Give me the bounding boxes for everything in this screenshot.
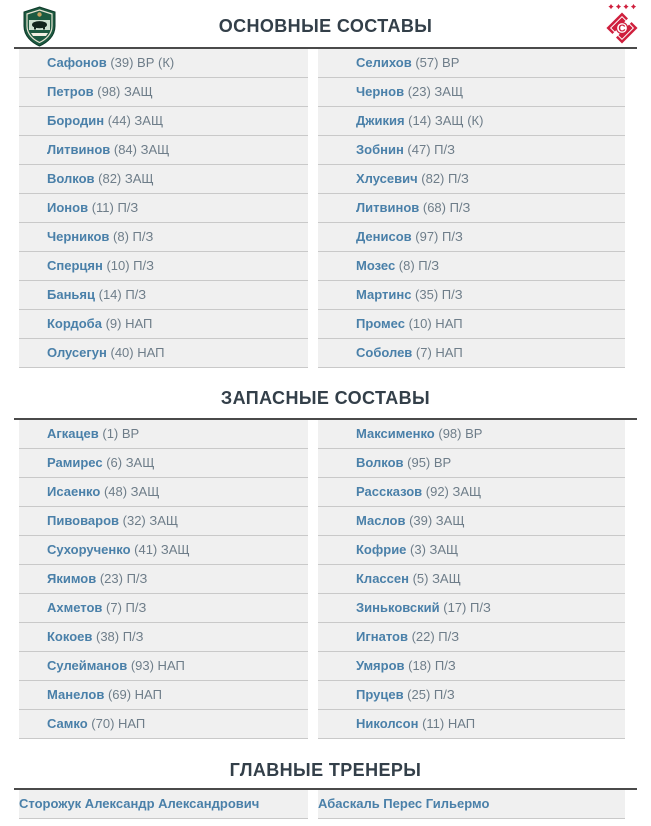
player-number-position: (93) НАП [127,658,185,673]
main-away-lineup-list [318,49,625,368]
player-name-link[interactable]: Зиньковский [356,600,440,615]
player-number-position: (57) ВР [411,55,460,70]
player-number-position: (98) ЗАЩ [93,84,153,99]
away-coach-name[interactable]: Абаскаль Перес Гильермо [318,796,490,811]
main-lineups-table [14,47,637,368]
subs-lineups-table [14,418,637,739]
widget-header [0,0,651,47]
player-number-position: (11) П/З [88,200,139,215]
player-row [19,420,308,449]
coaches-table [14,788,637,819]
player-name-link[interactable]: Сулейманов [47,658,128,673]
player-row [19,136,308,165]
player-name-link[interactable]: Селихов [356,55,412,70]
player-row [19,478,308,507]
player-name-link[interactable]: Мартинс [356,287,412,302]
player-name-link[interactable]: Олусегун [47,345,107,360]
subs-away-lineup-list [318,420,625,739]
player-number-position: (7) П/З [102,600,147,615]
away-coach-row [318,790,625,819]
player-row [19,165,308,194]
player-number-position: (39) ЗАЩ [405,513,465,528]
player-name-link[interactable]: Кокоев [47,629,93,644]
player-number-position: (7) НАП [412,345,463,360]
player-name-link[interactable]: Сперцян [47,258,103,273]
player-number-position: (25) П/З [403,687,455,702]
player-number-position: (70) НАП [87,716,146,731]
player-row [318,681,625,710]
player-number-position: (68) П/З [419,200,471,215]
player-row [19,78,308,107]
player-number-position: (84) ЗАЩ [110,142,170,157]
player-row [318,420,625,449]
player-row [19,710,308,739]
player-number-position: (1) ВР [98,426,140,441]
player-row [19,507,308,536]
player-number-position: (47) П/З [403,142,455,157]
player-name-link[interactable]: Агкацев [47,426,99,441]
away-team-crest-icon [603,3,641,51]
player-number-position: (10) НАП [404,316,463,331]
player-row [19,194,308,223]
player-row [318,252,625,281]
player-number-position: (44) ЗАЩ [104,113,164,128]
player-row [318,536,625,565]
player-row [318,310,625,339]
player-name-link[interactable]: Литвинов [47,142,111,157]
player-number-position: (48) ЗАЩ [100,484,160,499]
player-number-position: (40) НАП [106,345,165,360]
player-number-position: (18) П/З [404,658,456,673]
player-name-link[interactable]: Сафонов [47,55,107,70]
player-number-position: (3) ЗАЩ [406,542,459,557]
player-row [19,49,308,78]
player-row [318,478,625,507]
player-row [19,281,308,310]
player-name-link[interactable]: Промес [356,316,405,331]
player-row [318,449,625,478]
player-name-link[interactable]: Волков [356,455,404,470]
player-number-position: (8) П/З [395,258,440,273]
player-name-link[interactable]: Николсон [356,716,419,731]
player-name-link[interactable]: Чернов [356,84,405,99]
player-number-position: (23) П/З [96,571,148,586]
player-name-link[interactable]: Кордоба [47,316,102,331]
player-row [318,652,625,681]
player-name-link[interactable]: Мозес [356,258,396,273]
player-row [318,594,625,623]
subs-lineups-title: ЗАПАСНЫЕ СОСТАВЫ [220,388,431,408]
player-row [19,594,308,623]
player-name-link[interactable]: Черников [47,229,110,244]
player-row [318,165,625,194]
player-name-link[interactable]: Джикия [356,113,405,128]
player-name-link[interactable]: Классен [356,571,409,586]
player-row [318,49,625,78]
player-name-link[interactable]: Маслов [356,513,406,528]
player-row [19,652,308,681]
player-number-position: (11) НАП [418,716,476,731]
player-row [318,194,625,223]
player-number-position: (9) НАП [101,316,153,331]
player-name-link[interactable]: Рамирес [47,455,103,470]
home-team-crest-icon [19,6,60,52]
player-row [19,623,308,652]
player-name-link[interactable]: Зобнин [356,142,404,157]
player-row [318,136,625,165]
player-name-link[interactable]: Умяров [356,658,405,673]
player-row [19,565,308,594]
player-name-link[interactable]: Литвинов [356,200,420,215]
player-number-position: (82) П/З [417,171,469,186]
player-name-link[interactable]: Сухорученко [47,542,131,557]
player-name-link[interactable]: Исаенко [47,484,101,499]
player-name-link[interactable]: Денисов [356,229,412,244]
player-name-link[interactable]: Манелов [47,687,105,702]
player-name-link[interactable]: Ионов [47,200,89,215]
player-number-position: (5) ЗАЩ [408,571,461,586]
player-row [318,223,625,252]
player-row [318,507,625,536]
player-number-position: (23) ЗАЩ [404,84,464,99]
player-number-position: (32) ЗАЩ [119,513,179,528]
player-name-link[interactable]: Баньяц [47,287,95,302]
player-number-position: (69) НАП [104,687,162,702]
player-row [19,449,308,478]
player-row [19,681,308,710]
player-name-link[interactable]: Пивоваров [47,513,120,528]
player-number-position: (98) ВР [434,426,483,441]
player-row [318,710,625,739]
player-row [318,281,625,310]
player-row [318,107,625,136]
player-row [19,107,308,136]
player-number-position: (39) ВР (К) [106,55,175,70]
player-name-link[interactable]: Пруцев [356,687,404,702]
coaches-title: ГЛАВНЫЕ ТРЕНЕРЫ [229,760,422,780]
player-number-position: (22) П/З [407,629,460,644]
player-row [19,223,308,252]
main-home-lineup-list [19,49,308,368]
player-name-link[interactable]: Петров [47,84,94,99]
player-name-link[interactable]: Самко [47,716,88,731]
player-name-link[interactable]: Максименко [356,426,435,441]
player-row [19,252,308,281]
player-number-position: (14) П/З [95,287,147,302]
player-number-position: (35) П/З [411,287,463,302]
player-row [318,339,625,368]
subs-home-lineup-list [19,420,308,739]
player-name-link[interactable]: Кофрие [356,542,407,557]
svg-text:С: С [618,23,626,35]
player-name-link[interactable]: Рассказов [356,484,423,499]
player-name-link[interactable]: Ахметов [47,600,103,615]
player-number-position: (17) П/З [439,600,491,615]
player-number-position: (41) ЗАЩ [130,542,190,557]
player-number-position: (14) ЗАЩ (К) [404,113,484,128]
player-row [318,623,625,652]
player-number-position: (92) ЗАЩ [422,484,482,499]
player-number-position: (97) П/З [411,229,463,244]
player-row [19,310,308,339]
player-row [19,536,308,565]
player-name-link[interactable]: Волков [47,171,95,186]
player-name-link[interactable]: Бородин [47,113,105,128]
player-number-position: (10) П/З [102,258,154,273]
home-coach-row [19,790,308,819]
main-lineups-title: ОСНОВНЫЕ СОСТАВЫ [218,16,433,36]
player-name-link[interactable]: Якимов [47,571,97,586]
home-coach-name[interactable]: Сторожук Александр Александрович [19,796,260,811]
player-row [318,78,625,107]
player-number-position: (38) П/З [92,629,144,644]
player-number-position: (8) П/З [109,229,154,244]
player-number-position: (95) ВР [403,455,452,470]
player-row [318,565,625,594]
player-number-position: (82) ЗАЩ [94,171,154,186]
player-number-position: (6) ЗАЩ [102,455,155,470]
player-name-link[interactable]: Хлусевич [356,171,418,186]
player-name-link[interactable]: Соболев [356,345,413,360]
player-name-link[interactable]: Игнатов [356,629,408,644]
player-row [19,339,308,368]
